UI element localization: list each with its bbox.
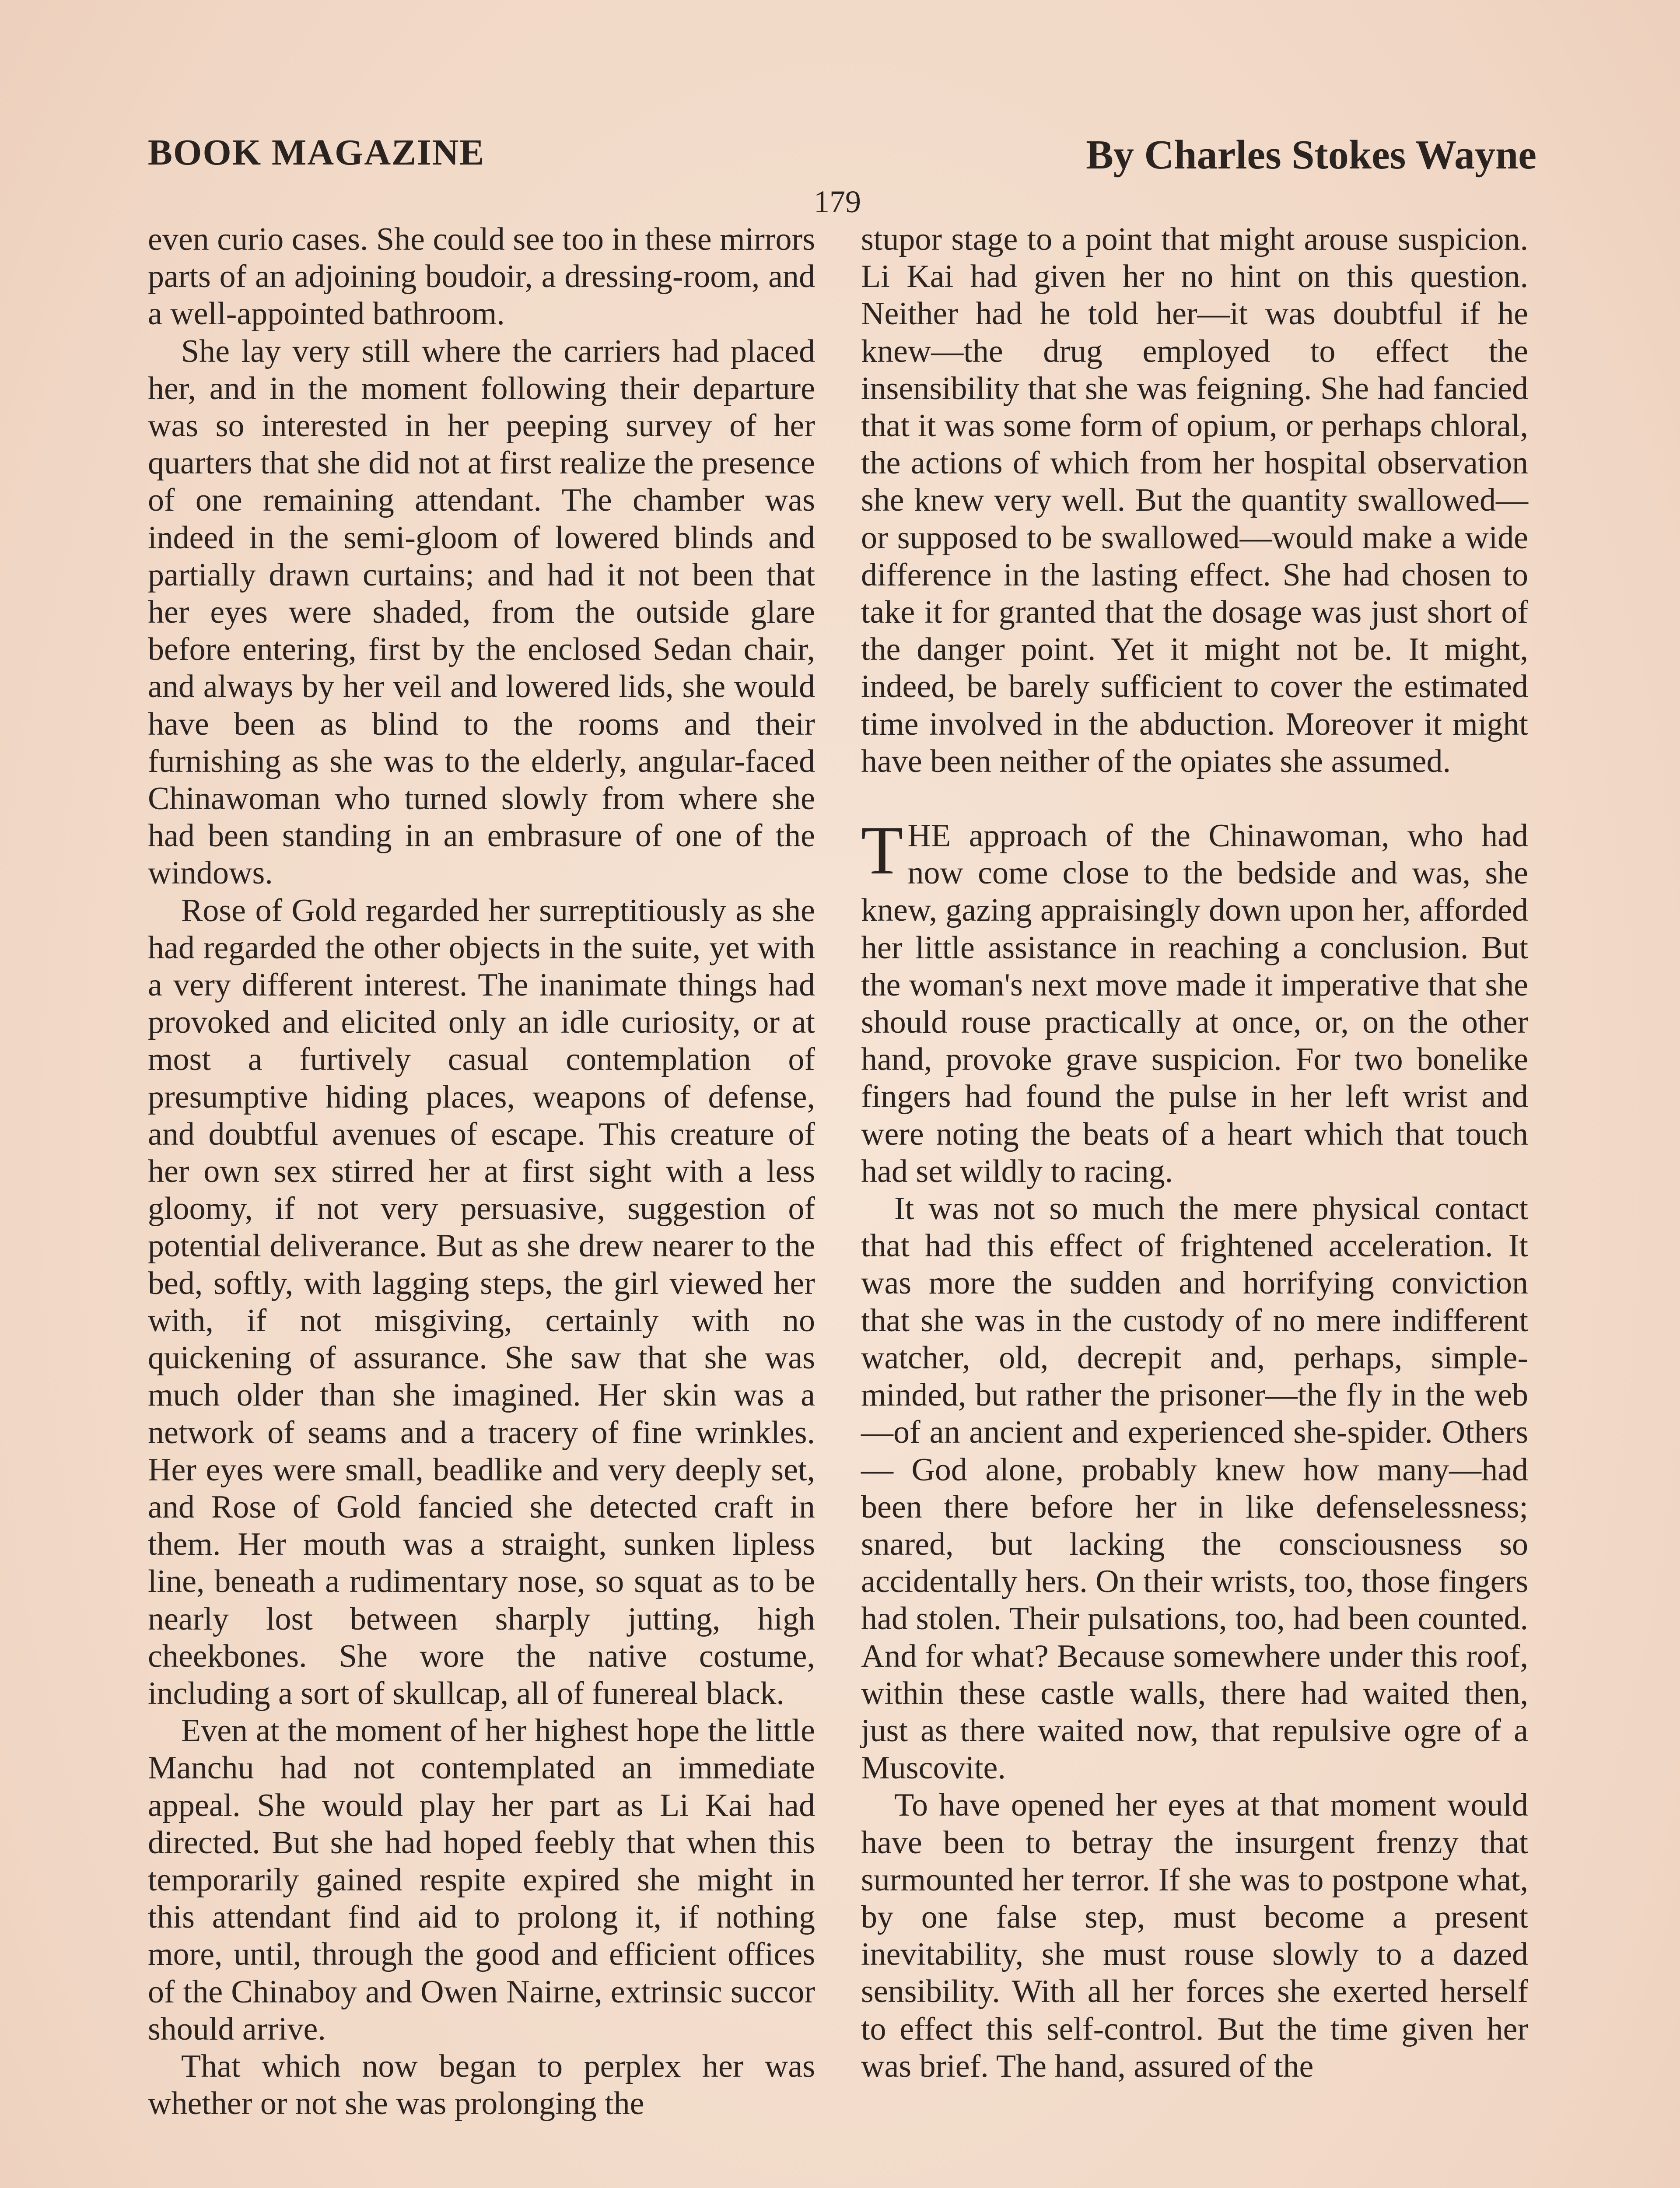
magazine-title: BOOK MAGAZINE bbox=[148, 132, 485, 173]
paragraph: It was not so much the mere physical contact that had this effect of frightened acceleration. It was more the sudden and horrifying conviction that she was in the custody of no mere indifferent watcher, old, decrepit and, perhaps, simple-minded, but rather the prisoner—the fly in the web—of an ancient and experienced she-spider. Others — God alone, probably knew how many—had been there before her in like defenselessness; snared, but lacking the consciousness so accidentally hers. On their wrists, too, those fingers had stolen. Their pulsations, too, had been counted. And for what? Because somewhere under this roof, within these castle walls, there had waited then, just as there waited now, that repulsive ogre of a Muscovite. bbox=[861, 1191, 1528, 1786]
paragraph: To have opened her eyes at that moment would have been to betray the insurgent frenzy that surmounted her terror. If she was to postpone what, by one false step, must become a present inevitability, she must rouse slowly to a dazed sensibility. With all her forces she exerted herself to effect this self-control. But the time given her was brief. The hand, assured of the bbox=[861, 1787, 1528, 2084]
paragraph: That which now began to perplex her was whether or not she was prolonging the bbox=[148, 2048, 815, 2122]
paragraph: stupor stage to a point that might arouse suspicion. Li Kai had given her no hint on this question. Neither had he told her—it was doubtful if he knew—the drug employed to effect the insensibility that she was feigning. She had fancied that it was some form of opium, or perhaps chloral, the actions of which from her hospital observation she knew very well. But the quantity swallowed—or supposed to be swallowed—would make a wide difference in the lasting effect. She had chosen to take it for granted that the dosage was just short of the danger point. Yet it might not be. It might, indeed, be barely sufficient to cover the estimated time involved in the abduction. Moreover it might have been neither of the opiates she assumed. bbox=[861, 221, 1528, 779]
drop-cap: T bbox=[861, 812, 903, 889]
paragraph: even curio cases. She could see too in these mirrors parts of an adjoining boudoir, a dressing-room, and a well-appointed bathroom. bbox=[148, 221, 815, 332]
paragraph: Even at the moment of her highest hope the little Manchu had not contemplated an immediate appeal. She would play her part as Li Kai had directed. But she had hoped feebly that when this temporarily gained respite expired she might in this attendant find aid to prolong it, if nothing more, until, through the good and efficient offices of the Chinaboy and Owen Nairne, extrinsic succor should arrive. bbox=[148, 1713, 815, 2047]
paragraph: She lay very still where the carriers had placed her, and in the moment following their departure was so interested in her peeping survey of her quarters that she did not at first realize the presence of one remaining attendant. The chamber was indeed in the semi-gloom of lowered blinds and partially drawn curtains; and had it not been that her eyes were shaded, from the outside glare before entering, first by the enclosed Sedan chair, and always by her veil and lowered lids, she would have been as blind to the rooms and their furnishing as she was to the elderly, angular-faced Chinawoman who turned slowly from where she had been standing in an embrasure of one of the windows. bbox=[148, 333, 815, 891]
author-byline: By Charles Stokes Wayne bbox=[1086, 132, 1536, 178]
dropcap-text: HE approach of the Chinawoman, who had now come close to the bedside and was, she knew, gazing appraisingly down upon her, afforded her little assistance in reaching a conclusion. But the woman's next move made it imperative that she should rouse practically at once, or, on the other hand, provoke grave suspicion. For two bonelike fingers had found the pulse in her left wrist and were noting the beats of a heart which that touch had set wildly to racing. bbox=[861, 818, 1528, 1189]
left-column bbox=[148, 221, 815, 2122]
page-number: 179 bbox=[814, 184, 861, 219]
paragraph: Rose of Gold regarded her surreptitiously as she had regarded the other objects in the suite, yet with a very different interest. The inanimate things had provoked and elicited only an idle curiosity, or at most a furtively casual contemplation of presumptive hiding places, weapons of defense, and doubtful avenues of escape. This creature of her own sex stirred her at first sight with a less gloomy, if not very persuasive, suggestion of potential deliverance. But as she drew nearer to the bed, softly, with lagging steps, the girl viewed her with, if not misgiving, certainly with no quickening of assurance. She saw that she was much older than she imagined. Her skin was a network of seams and a tracery of fine wrinkles. Her eyes were small, beadlike and very deeply set, and Rose of Gold fancied she detected craft in them. Her mouth was a straight, sunken lipless line, beneath a rudimentary nose, so squat as to be nearly lost between sharply jutting, high cheekbones. She wore the native costume, including a sort of skullcap, all of funereal black. bbox=[148, 892, 815, 1711]
right-column bbox=[861, 221, 1528, 2085]
dropcap-paragraph bbox=[861, 812, 1528, 1190]
